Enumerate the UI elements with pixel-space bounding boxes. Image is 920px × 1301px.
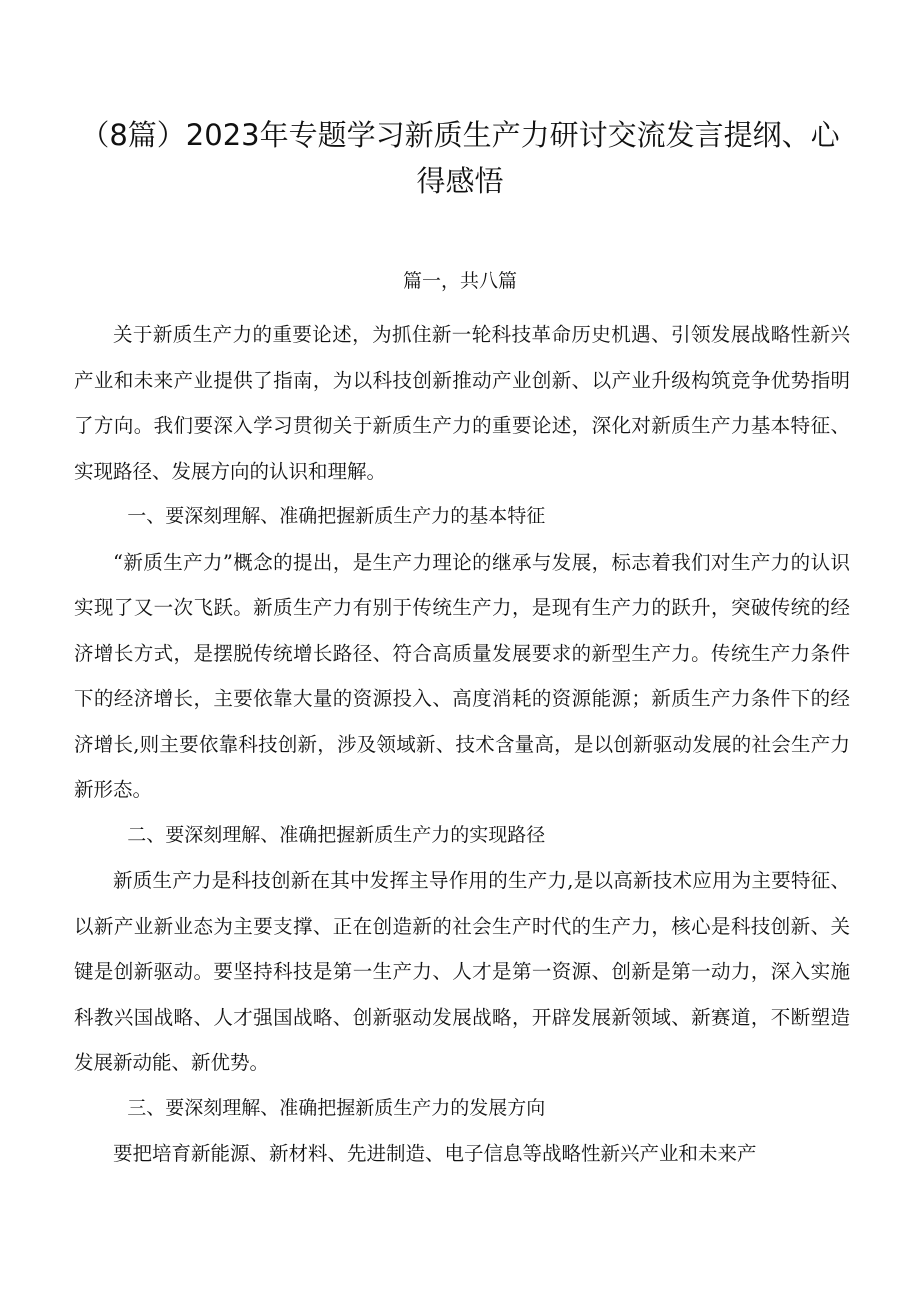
section-heading: 三、要深刻理解、准确把握新质生产力的发展方向 [127, 1096, 546, 1119]
section-heading: 二、要深刻理解、准确把握新质生产力的实现路径 [127, 823, 546, 846]
section-heading: 一、要深刻理解、准确把握新质生产力的基本特征 [127, 505, 546, 527]
body-paragraph: 要把培育新能源、新材料、先进制造、电子信息等战略性新兴产业和未来产 [113, 1142, 757, 1165]
document-subtitle: 篇一，共八篇 [402, 270, 517, 292]
document-body [74, 312, 850, 1177]
body-paragraph: “新质生产力”概念的提出，是生产力理论的继承与发展，标志着我们对生产力的认识实现了又一次飞跃。新质生产力有别于传统生产力，是现有生产力的跃升，突破传统的经济增长方式，是摆脱传统增长路径、符合高质量发展要求的新型生产力。传统生产力条件下的经济增长，主要依靠大量的资源投入、高度消耗的资源能源；新质生产力条件下的经济增长,则主要依靠科技创新，涉及领域新、技术含量高，是以创新驱动发展的社会生产力新形态。 [74, 550, 850, 801]
body-paragraph: 关于新质生产力的重要论述，为抓住新一轮科技革命历史机遇、引领发展战略性新兴产业和未来产业提供了指南，为以科技创新推动产业创新、以产业升级构筑竞争优势指明了方向。我们要深入学习贯彻关于新质生产力的重要论述，深化对新质生产力基本特征、实现路径、发展方向的认识和理解。 [74, 323, 850, 483]
body-paragraph: 新质生产力是科技创新在其中发挥主导作用的生产力,是以高新技术应用为主要特征、以新产业新业态为主要支撑、正在创造新的社会生产时代的生产力，核心是科技创新、关键是创新驱动。要坚持科技是第一生产力、人才是第一资源、创新是第一动力，深入实施科教兴国战略、人才强国战略、创新驱动发展战略，开辟发展新领域、新赛道，不断塑造发展新动能、新优势。 [74, 869, 850, 1074]
document-title: （8篇）2023年专题学习新质生产力研讨交流发言提纲、心得感悟 [80, 118, 840, 198]
